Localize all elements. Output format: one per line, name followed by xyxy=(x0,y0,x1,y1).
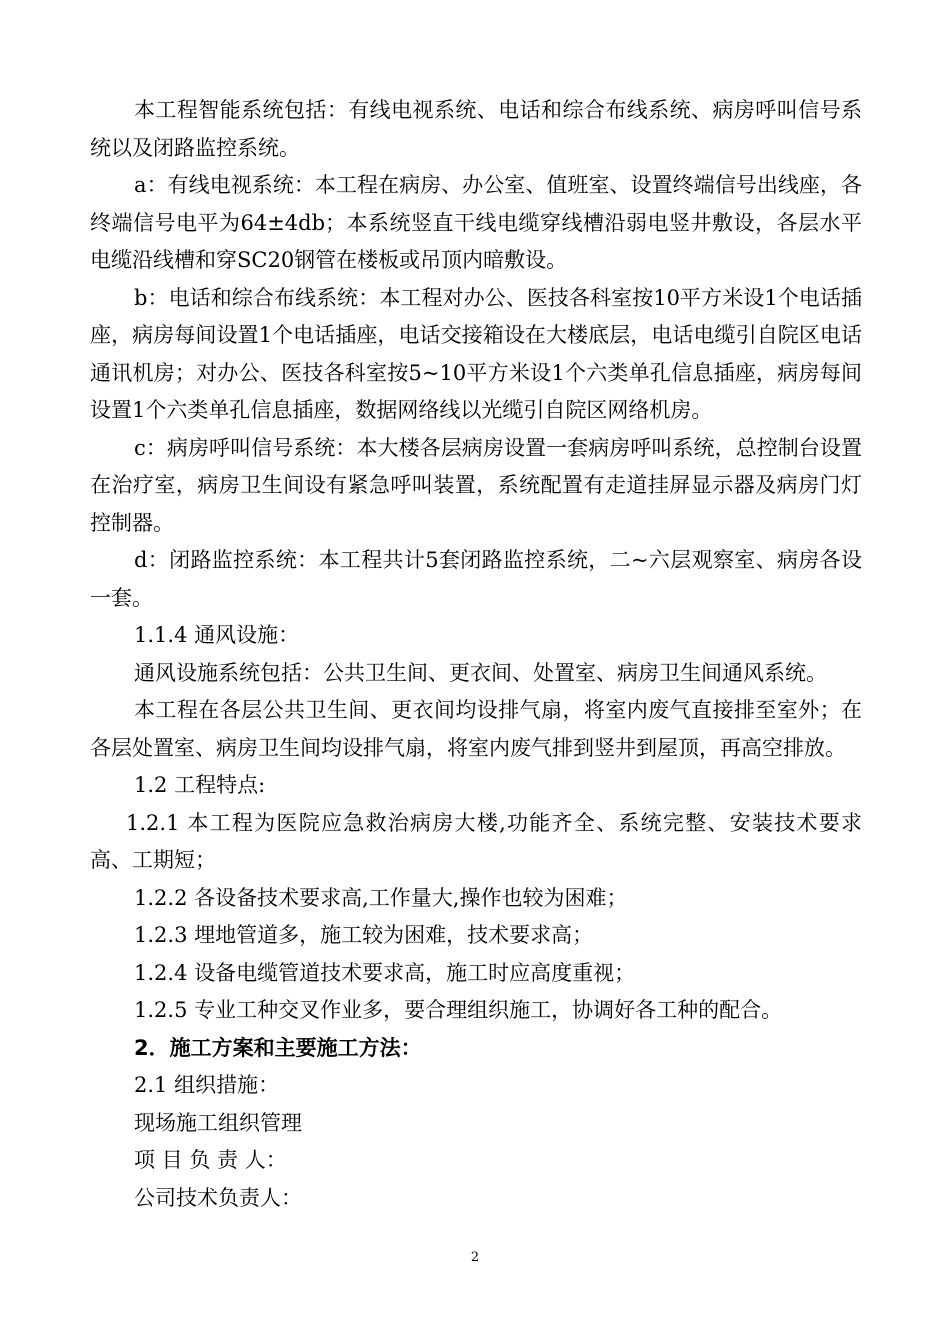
list-item-1-2-2: 1.2.2 各设备技术要求高,工作量大,操作也较为困难； xyxy=(134,885,628,910)
field-technical-director: 公司技术负责人： xyxy=(134,1185,302,1210)
section-heading-2: 2．施工方案和主要施工方法： xyxy=(134,1035,422,1060)
document-body xyxy=(90,92,862,1217)
list-item-1-2-1: 1.2.1 本工程为医院应急救治病房大楼,功能齐全、系统完整、安装技术要求高、工期短； xyxy=(90,810,862,872)
field-project-manager: 项 目 负 责 人： xyxy=(134,1148,287,1172)
paragraph-cctv-system: d：闭路监控系统：本工程共计5套闭路监控系统，二~六层观察室、病房各设一套。 xyxy=(90,548,862,610)
paragraph-telephone-cabling-system: b：电话和综合布线系统：本工程对办公、医技各科室按10平方米设1个电话插座，病房每间设置1个电话插座，电话交接箱设在大楼底层，电话电缆引自院区电话通讯机房；对办公、医技各科室按5~10平方米设1个六类单孔信息插座，病房每间设置1个六类单孔信息插座，数据网络线以光缆引自院区网络机房。 xyxy=(90,285,862,422)
paragraph-ventilation-scope: 通风设施系统包括：公共卫生间、更衣间、处置室、病房卫生间通风系统。 xyxy=(134,660,827,685)
list-item-1-2-3: 1.2.3 埋地管道多，施工较为困难，技术要求高； xyxy=(134,923,594,947)
section-heading-1-1-4: 1.1.4 通风设施： xyxy=(134,623,300,647)
list-item-1-2-4: 1.2.4 设备电缆管道技术要求高，施工时应高度重视； xyxy=(134,960,636,985)
page-number: 2 xyxy=(470,1250,480,1265)
list-item-1-2-5: 1.2.5 专业工种交叉作业多，要合理组织施工，协调好各工种的配合。 xyxy=(134,998,783,1022)
section-heading-1-2: 1.2 工程特点: xyxy=(134,773,266,797)
paragraph-ward-call-system: c：病房呼叫信号系统：本大楼各层病房设置一套病房呼叫系统，总控制台设置在治疗室，病房卫生间设有紧急呼叫装置，系统配置有走道挂屏显示器及病房门灯控制器。 xyxy=(90,435,862,535)
paragraph-site-management: 现场施工组织管理 xyxy=(134,1110,302,1135)
paragraph-cable-tv-system: a：有线电视系统：本工程在病房、办公室、值班室、设置终端信号出线座，各终端信号电平为64±4db；本系统竖直干线电缆穿线槽沿弱电竖井敷设，各层水平电缆沿线槽和穿SC20钢管在楼板或吊顶内暗敷设。 xyxy=(90,173,862,272)
section-heading-2-1: 2.1 组织措施： xyxy=(134,1073,280,1097)
paragraph-intelligent-systems-intro: 本工程智能系统包括：有线电视系统、电话和综合布线系统、病房呼叫信号系统以及闭路监控系统。 xyxy=(90,98,862,160)
paragraph-ventilation-details: 本工程在各层公共卫生间、更衣间均设排气扇，将室内废气直接排至室外；在各层处置室、病房卫生间均设排气扇，将室内废气排到竖井到屋顶，再高空排放。 xyxy=(90,698,862,760)
